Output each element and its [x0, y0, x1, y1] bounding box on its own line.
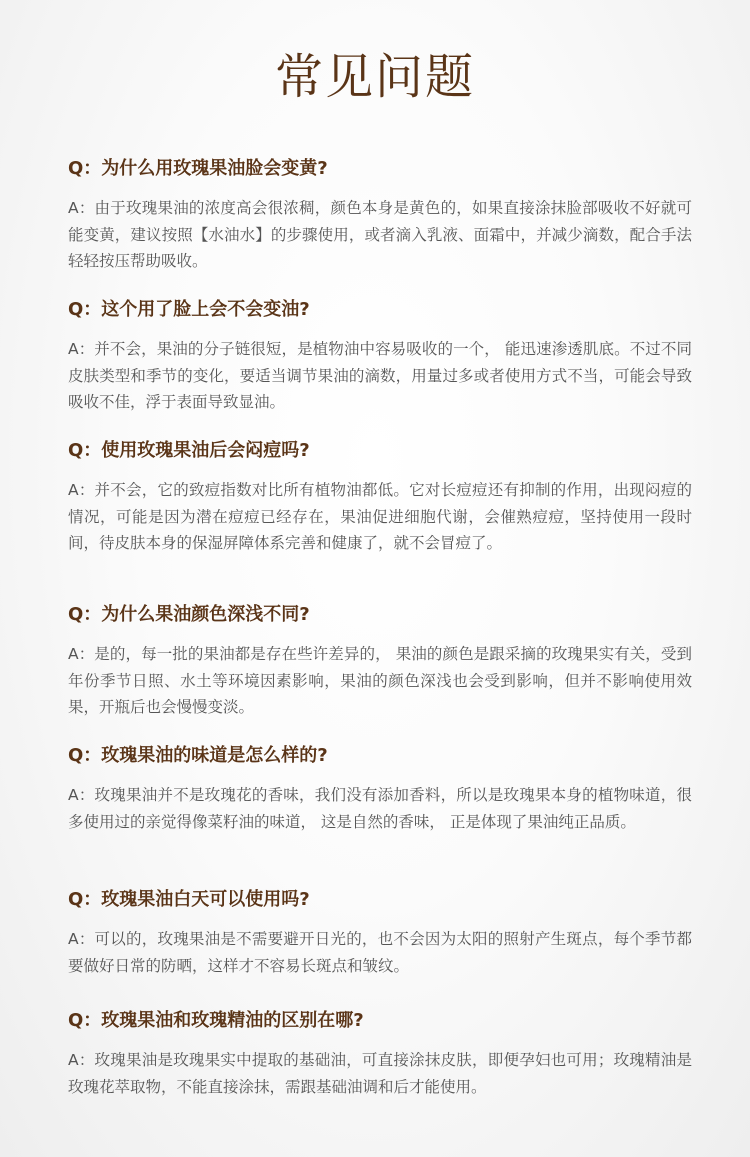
faq-item — [68, 888, 692, 979]
faq-item — [68, 298, 692, 416]
faq-answer: A：玫瑰果油是玫瑰果实中提取的基础油，可直接涂抹皮肤，即便孕妇也可用；玫瑰精油是玫瑰花萃取物，不能直接涂抹，需跟基础油调和后才能使用。 — [68, 1051, 692, 1096]
faq-answer: A：可以的，玫瑰果油是不需要避开日光的，也不会因为太阳的照射产生斑点，每个季节都要做好日常的防晒，这样才不容易长斑点和皱纹。 — [68, 930, 692, 975]
faq-item — [68, 603, 692, 721]
faq-answer: A：是的，每一批的果油都是存在些许差异的， 果油的颜色是跟采摘的玫瑰果实有关，受到年份季节日照、水土等环境因素影响，果油的颜色深浅也会受到影响，但并不影响使用效果，开瓶后也会慢慢变淡。 — [68, 645, 692, 716]
faq-item — [68, 439, 692, 557]
faq-answer: A：由于玫瑰果油的浓度高会很浓稠，颜色本身是黄色的，如果直接涂抹脸部吸收不好就可能变黄，建议按照【水油水】的步骤使用，或者滴入乳液、面霜中，并减少滴数，配合手法轻轻按压帮助吸收。 — [68, 199, 692, 270]
faq-answer: A：并不会，果油的分子链很短，是植物油中容易吸收的一个， 能迅速渗透肌底。不过不同皮肤类型和季节的变化，要适当调节果油的滴数，用量过多或者使用方式不当，可能会导致吸收不佳，浮于表面导致显油。 — [68, 340, 692, 411]
faq-question: Q：为什么果油颜色深浅不同? — [68, 604, 310, 625]
faq-question: Q：这个用了脸上会不会变油? — [68, 299, 310, 320]
faq-question: Q：使用玫瑰果油后会闷痘吗? — [68, 440, 310, 461]
page-title: 常见问题 — [274, 49, 475, 105]
faq-question: Q：为什么用玫瑰果油脸会变黄? — [68, 158, 328, 179]
faq-answer: A：玫瑰果油并不是玫瑰花的香味，我们没有添加香料，所以是玫瑰果本身的植物味道，很多使用过的亲觉得像菜籽油的味道， 这是自然的香味， 正是体现了果油纯正品质。 — [68, 786, 692, 831]
faq-question: Q：玫瑰果油的味道是怎么样的? — [68, 745, 328, 766]
faq-item — [68, 1009, 692, 1100]
faq-item — [68, 157, 692, 275]
faq-answer: A：并不会，它的致痘指数对比所有植物油都低。它对长痘痘还有抑制的作用，出现闷痘的情况，可能是因为潜在痘痘已经存在，果油促进细胞代谢，会催熟痘痘，坚持使用一段时间，待皮肤本身的保湿屏障体系完善和健康了，就不会冒痘了。 — [68, 481, 692, 552]
faq-item — [68, 744, 692, 835]
faq-question: Q：玫瑰果油和玫瑰精油的区别在哪? — [68, 1010, 364, 1031]
faq-question: Q：玫瑰果油白天可以使用吗? — [68, 889, 310, 910]
